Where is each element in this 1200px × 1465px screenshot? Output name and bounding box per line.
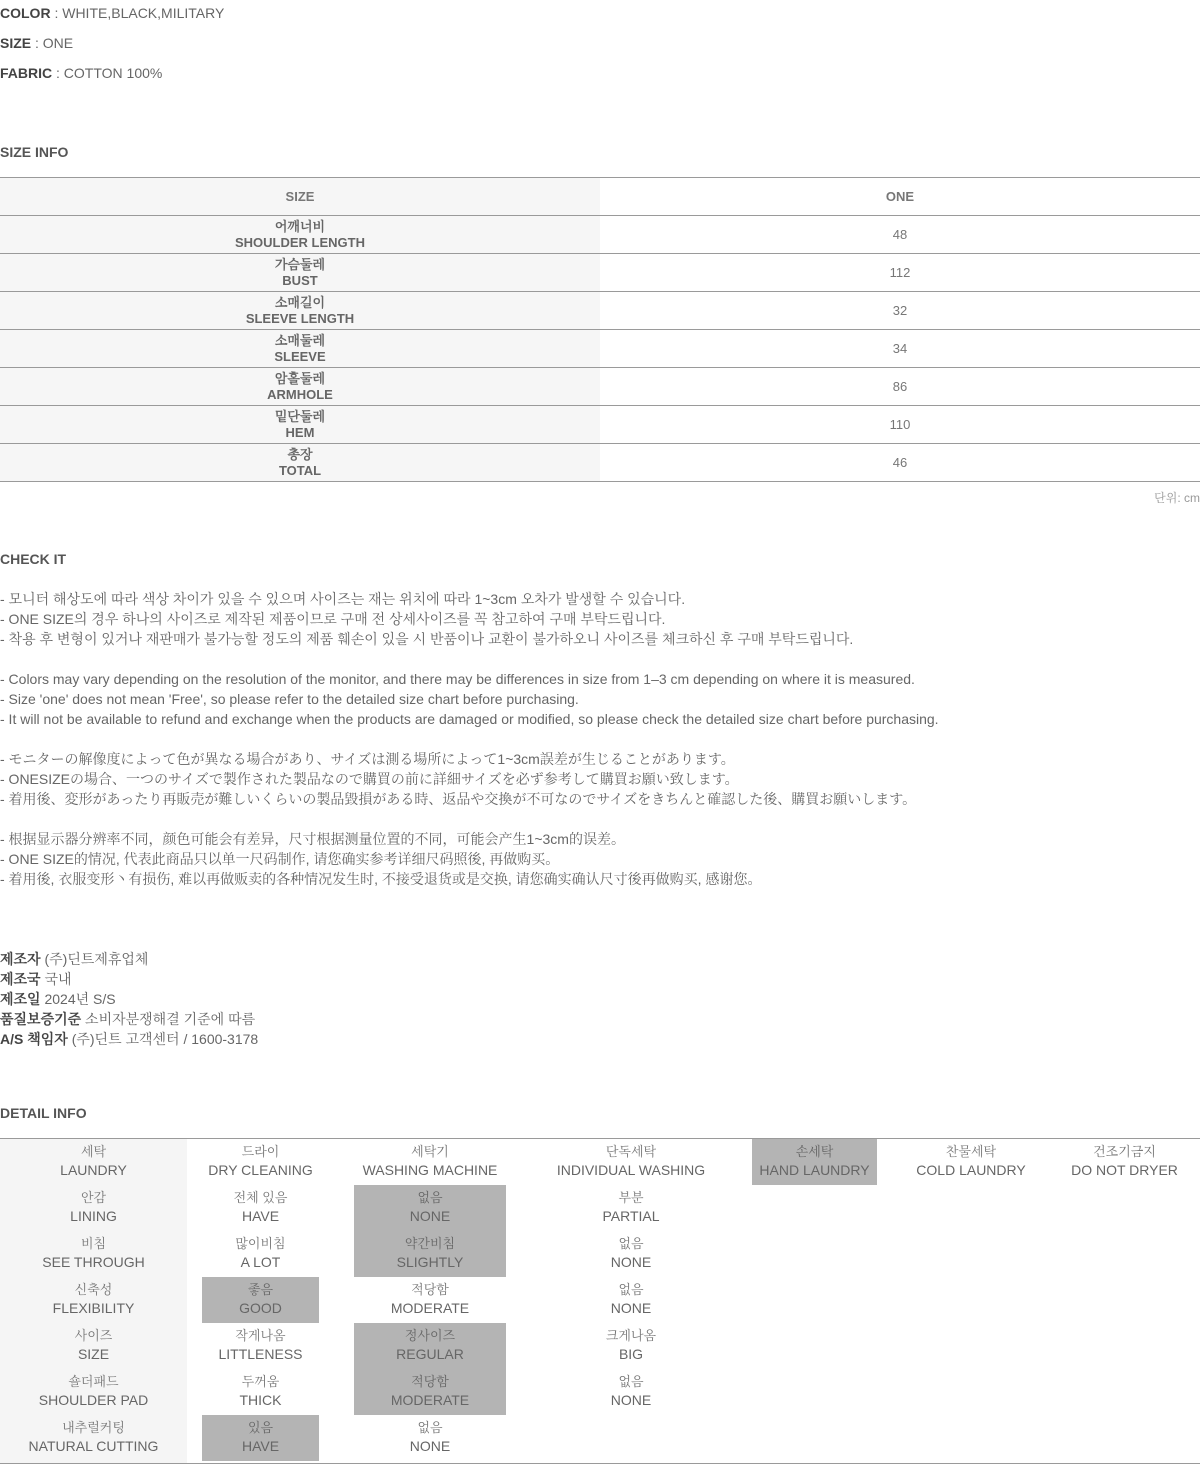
check-it-title: CHECK IT xyxy=(0,551,67,567)
detail-head-en: SHOULDER PAD xyxy=(38,1392,149,1408)
detail-option-ko: 없음 xyxy=(618,1374,644,1389)
detail-option xyxy=(354,1415,506,1461)
spec-value: COTTON 100% xyxy=(63,65,163,81)
detail-head-en: FLEXIBILITY xyxy=(52,1300,135,1316)
detail-option xyxy=(354,1277,506,1323)
detail-option-ko: 좋음 xyxy=(247,1282,274,1297)
detail-option-ko: 없음 xyxy=(417,1190,443,1205)
spec-fabric xyxy=(0,65,162,81)
detail-option-en: MODERATE xyxy=(390,1300,470,1316)
detail-head-ko: 세탁 xyxy=(80,1144,107,1159)
detail-option-ko: 드라이 xyxy=(241,1144,280,1159)
size-row-label-ko: 총장 xyxy=(287,446,313,462)
size-table xyxy=(0,177,1200,482)
size-table-row xyxy=(0,406,1200,444)
detail-option-ko: 크게나옴 xyxy=(605,1328,657,1343)
detail-option-en: A LOT xyxy=(240,1254,281,1270)
detail-option-en: MODERATE xyxy=(390,1392,470,1408)
size-row-value: 46 xyxy=(600,444,1200,482)
spec-color xyxy=(0,5,224,21)
maker-info xyxy=(0,949,258,1049)
detail-head-ko: 사이즈 xyxy=(74,1328,113,1343)
detail-info-title: DETAIL INFO xyxy=(0,1105,87,1121)
note-line: - ONESIZEの場合、一つのサイズで製作された製品なので購買の前に詳細サイズを必ず参考して購買お願い致します。 xyxy=(0,771,739,787)
detail-option-ko: 부분 xyxy=(618,1190,644,1205)
size-table-row xyxy=(0,330,1200,368)
maker-label: 제조자 xyxy=(0,951,41,967)
spec-size xyxy=(0,35,73,51)
size-row-value: 32 xyxy=(600,292,1200,330)
detail-row-head xyxy=(0,1235,187,1281)
detail-option-en: HAND LAUNDRY xyxy=(759,1162,870,1178)
detail-option xyxy=(202,1231,319,1277)
detail-option-ko: 손세탁 xyxy=(795,1144,834,1159)
maker-value: 2024년 S/S xyxy=(40,991,116,1007)
detail-row-head xyxy=(0,1373,187,1419)
detail-head-en: LINING xyxy=(70,1208,117,1224)
maker-value: (주)딘트제휴업체 xyxy=(40,951,149,967)
detail-option xyxy=(354,1323,506,1369)
size-row-label-en: BUST xyxy=(282,272,318,288)
detail-option-ko: 없음 xyxy=(618,1282,644,1297)
size-row-label-en: ARMHOLE xyxy=(267,386,333,402)
detail-option-en: HAVE xyxy=(241,1438,280,1454)
detail-option-en: PARTIAL xyxy=(602,1208,660,1224)
detail-option-en: NONE xyxy=(610,1300,652,1316)
spec-sep: : xyxy=(31,35,43,51)
detail-head-en: LAUNDRY xyxy=(60,1162,127,1178)
detail-option-ko: 세탁기 xyxy=(411,1144,449,1159)
size-row-label-ko: 암홀둘레 xyxy=(274,370,326,386)
maker-label: 제조일 xyxy=(0,991,41,1007)
detail-option xyxy=(354,1231,506,1277)
size-row-label-en: TOTAL xyxy=(278,462,322,478)
maker-line xyxy=(0,1029,258,1049)
size-row-label xyxy=(0,216,600,254)
size-row-label-ko: 밑단둘레 xyxy=(274,408,326,424)
size-header-label: SIZE xyxy=(0,178,600,216)
detail-option xyxy=(354,1139,506,1185)
detail-head-ko: 숄더패드 xyxy=(68,1374,119,1389)
note-line: - 着用後, 衣服变形丶有损伤, 难以再做贩卖的各种情况发生时, 不接受退货或是交换, 请您确实确认尺寸後再做购买, 感谢您。 xyxy=(0,871,762,887)
maker-line xyxy=(0,969,258,989)
detail-option-ko: 찬물세탁 xyxy=(945,1144,997,1159)
detail-option xyxy=(202,1369,319,1415)
size-header-value: ONE xyxy=(600,178,1200,216)
note-line: - Size 'one' does not mean 'Free', so please refer to the detailed size chart before purchasing. xyxy=(0,691,579,707)
size-row-value: 112 xyxy=(600,254,1200,292)
detail-option-ko: 많이비침 xyxy=(235,1236,286,1251)
detail-head-en: SIZE xyxy=(77,1346,110,1362)
detail-option-ko: 단독세탁 xyxy=(605,1144,657,1159)
detail-option xyxy=(536,1139,726,1185)
size-row-label-ko: 어깨너비 xyxy=(274,218,326,234)
detail-option xyxy=(354,1369,506,1415)
detail-option-en: COLD LAUNDRY xyxy=(916,1162,1026,1178)
detail-row-head xyxy=(0,1419,187,1465)
detail-option-ko: 없음 xyxy=(417,1420,443,1435)
detail-option-en: NONE xyxy=(409,1208,451,1224)
size-row-label xyxy=(0,444,600,482)
size-row-label-ko: 소매둘레 xyxy=(274,332,326,348)
detail-option xyxy=(536,1185,726,1231)
spec-label: SIZE xyxy=(0,35,32,51)
note-line: - モニターの解像度によって色が異なる場合があり、サイズは測る場所によって1~3cm誤差が生じることがあります。 xyxy=(0,751,735,767)
spec-label: FABRIC xyxy=(0,65,53,81)
spec-sep: : xyxy=(52,65,64,81)
maker-line xyxy=(0,1009,258,1029)
size-row-label xyxy=(0,254,600,292)
detail-option-ko: 정사이즈 xyxy=(404,1328,456,1343)
note-line: - It will not be available to refund and exchange when the products are damaged or modified, so please check the detailed size chart before purchasing. xyxy=(0,711,939,727)
detail-option-en: REGULAR xyxy=(396,1346,464,1362)
detail-option-en: BIG xyxy=(618,1346,644,1362)
spec-value: WHITE,BLACK,MILITARY xyxy=(62,5,225,21)
detail-option xyxy=(202,1323,319,1369)
spec-label: COLOR xyxy=(0,5,51,21)
detail-option xyxy=(896,1139,1046,1185)
detail-option-en: DO NOT DRYER xyxy=(1071,1162,1178,1178)
size-info-title: SIZE INFO xyxy=(0,144,69,160)
size-row-label-en: SLEEVE LENGTH xyxy=(245,310,355,326)
note-line: - 모니터 해상도에 따라 색상 차이가 있을 수 있으며 사이즈는 재는 위치에 따라 1~3cm 오차가 발생할 수 있습니다. xyxy=(0,591,686,607)
maker-label: 제조국 xyxy=(0,971,41,987)
detail-option-en: THICK xyxy=(239,1392,282,1408)
size-row-value: 86 xyxy=(600,368,1200,406)
detail-head-ko: 안감 xyxy=(80,1190,107,1205)
detail-head-en: NATURAL CUTTING xyxy=(28,1438,159,1454)
detail-option xyxy=(536,1323,726,1369)
unit-note: 단위: cm xyxy=(1154,491,1200,505)
spec-sep: : xyxy=(50,5,63,21)
detail-option-ko: 적당함 xyxy=(411,1282,449,1297)
detail-option-ko: 없음 xyxy=(618,1236,644,1251)
detail-row-head xyxy=(0,1327,187,1373)
maker-value: 국내 xyxy=(40,971,72,987)
detail-option-ko: 작게나옴 xyxy=(235,1328,286,1343)
size-row-value: 48 xyxy=(600,216,1200,254)
note-spacer xyxy=(0,729,939,749)
detail-option-en: NONE xyxy=(610,1392,652,1408)
size-table-row xyxy=(0,254,1200,292)
size-table-row xyxy=(0,292,1200,330)
size-row-label-en: SHOULDER LENGTH xyxy=(235,234,365,250)
note-spacer xyxy=(0,809,939,829)
check-it-notes xyxy=(0,589,939,889)
size-row-label xyxy=(0,368,600,406)
detail-row-head xyxy=(0,1143,187,1189)
detail-option-ko: 전체 있음 xyxy=(233,1190,288,1205)
detail-option-en: DRY CLEANING xyxy=(208,1162,313,1178)
detail-head-ko: 내추럴커팅 xyxy=(62,1420,125,1435)
detail-option-en: HAVE xyxy=(241,1208,280,1224)
detail-option xyxy=(1049,1139,1200,1185)
detail-option xyxy=(354,1185,506,1231)
note-line: - ONE SIZE의 경우 하나의 사이즈로 제작된 제품이므로 구매 전 상세사이즈를 꼭 참고하여 구매 부탁드립니다. xyxy=(0,611,666,627)
note-spacer xyxy=(0,649,939,669)
size-row-label xyxy=(0,292,600,330)
detail-option-ko: 두꺼움 xyxy=(241,1374,280,1389)
note-line: - Colors may vary depending on the resolution of the monitor, and there may be differences in size from 1–3 cm depending on where it is measured. xyxy=(0,671,915,687)
size-table-row xyxy=(0,444,1200,482)
maker-line xyxy=(0,989,258,1009)
detail-option-en: NONE xyxy=(610,1254,652,1270)
size-table-row xyxy=(0,368,1200,406)
detail-option xyxy=(202,1415,319,1461)
detail-option-ko: 건조기금지 xyxy=(1093,1144,1156,1159)
detail-head-ko: 신축성 xyxy=(74,1282,113,1297)
size-row-label-ko: 가슴둘레 xyxy=(274,256,326,272)
detail-option xyxy=(752,1139,877,1185)
maker-line xyxy=(0,949,258,969)
size-table-row xyxy=(0,216,1200,254)
detail-grid xyxy=(0,1138,1200,1464)
detail-option xyxy=(202,1185,319,1231)
detail-head-en: SEE THROUGH xyxy=(42,1254,145,1270)
note-line: - 着用後、変形があったり再販売が難しいくらいの製品毀損がある時、返品や交換が不可なのでサイズをきちんと確認した後、購買お願いします。 xyxy=(0,791,917,807)
detail-option xyxy=(202,1139,319,1185)
detail-option xyxy=(202,1277,319,1323)
spec-value: ONE xyxy=(42,35,74,51)
maker-value: (주)딘트 고객센터 / 1600-3178 xyxy=(67,1031,259,1047)
note-line: - 착용 후 변형이 있거나 재판매가 불가능할 정도의 제품 훼손이 있을 시 반품이나 교환이 불가하오니 사이즈를 체크하신 후 구매 부탁드립니다. xyxy=(0,631,854,647)
maker-label: 품질보증기준 xyxy=(0,1011,82,1027)
detail-option-en: NONE xyxy=(409,1438,451,1454)
maker-label: A/S 책임자 xyxy=(0,1031,68,1047)
detail-option-en: GOOD xyxy=(239,1300,282,1316)
detail-option-ko: 있음 xyxy=(247,1420,274,1435)
size-row-label xyxy=(0,330,600,368)
detail-head-ko: 비침 xyxy=(80,1236,107,1251)
detail-row-head xyxy=(0,1281,187,1327)
detail-option-en: SLIGHTLY xyxy=(396,1254,464,1270)
size-row-label-en: SLEEVE xyxy=(274,348,326,364)
detail-option xyxy=(536,1277,726,1323)
detail-option xyxy=(536,1369,726,1415)
detail-option-en: LITTLENESS xyxy=(218,1346,303,1362)
size-row-label xyxy=(0,406,600,444)
detail-option xyxy=(536,1231,726,1277)
size-row-value: 34 xyxy=(600,330,1200,368)
size-table-header xyxy=(0,178,1200,216)
size-row-label-en: HEM xyxy=(285,424,315,440)
detail-row-head xyxy=(0,1189,187,1235)
detail-option-en: INDIVIDUAL WASHING xyxy=(556,1162,706,1178)
note-line: - 根据显示器分辨率不同，颜色可能会有差异，尺寸根据测量位置的不同，可能会产生1~3cm的误差。 xyxy=(0,831,625,847)
size-row-label-ko: 소매길이 xyxy=(274,294,326,310)
note-line: - ONE SIZE的情况, 代表此商品只以单一尺码制作, 请您确实参考详细尺码照後, 再做购买。 xyxy=(0,851,560,867)
detail-option-ko: 적당함 xyxy=(411,1374,449,1389)
maker-value: 소비자분쟁해결 기준에 따름 xyxy=(81,1011,256,1027)
detail-option-ko: 약간비침 xyxy=(404,1236,456,1251)
size-row-value: 110 xyxy=(600,406,1200,444)
detail-option-en: WASHING MACHINE xyxy=(362,1162,498,1178)
